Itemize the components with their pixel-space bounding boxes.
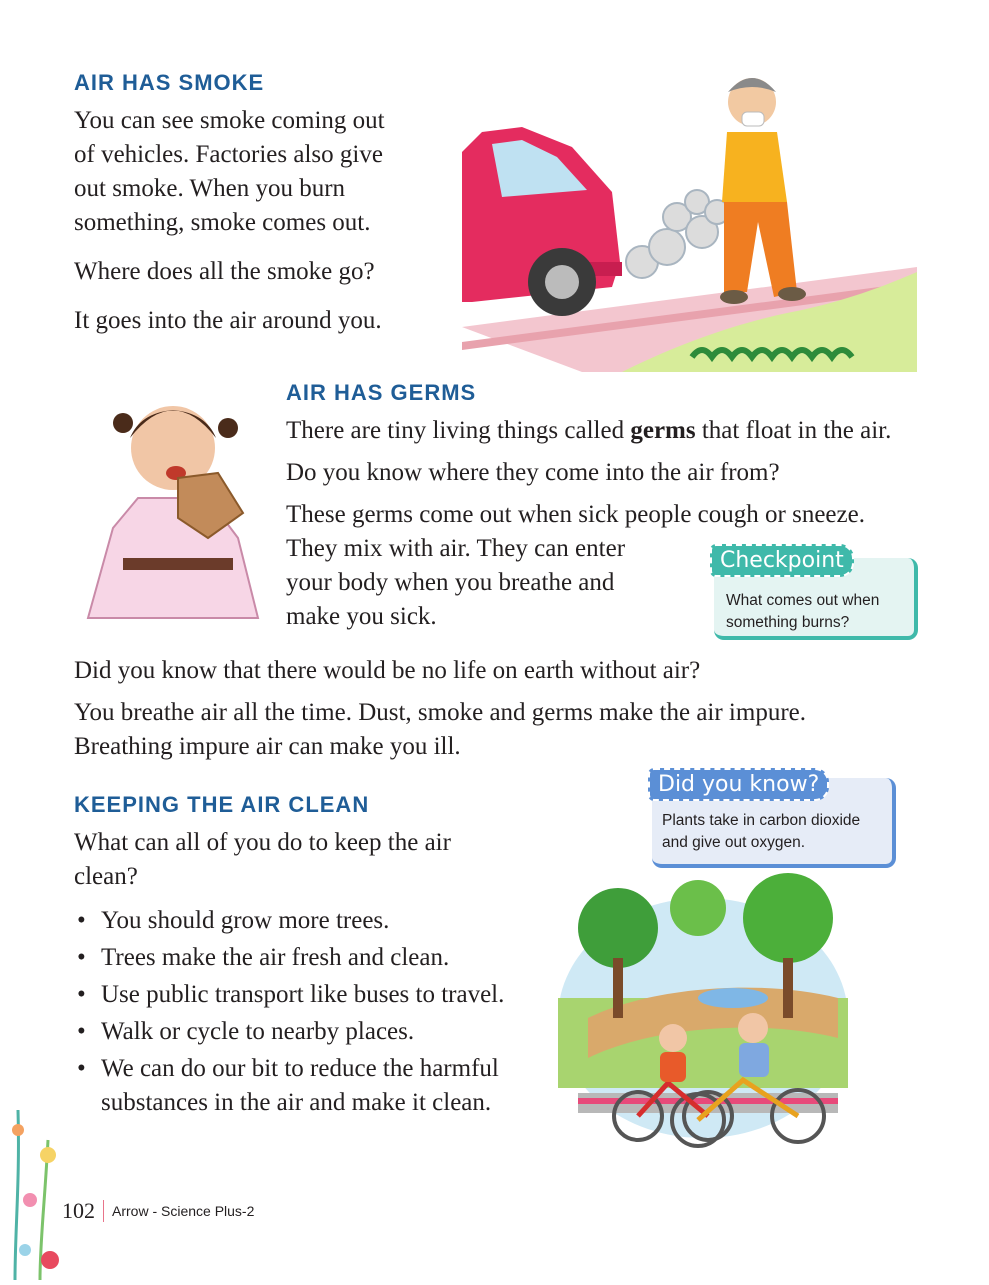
page-number: 102 — [62, 1198, 95, 1223]
list-item — [74, 904, 554, 938]
bullet-text: We can do our bit to reduce the harmful — [101, 1055, 499, 1082]
germs-line-2: Do you know where they come into the air from? — [286, 459, 780, 486]
book-title: Arrow - Science Plus-2 — [112, 1203, 255, 1219]
list-item — [74, 1052, 554, 1120]
smoke-question: Where does all the smoke go? — [74, 258, 375, 285]
smoke-line-3: out smoke. When you burn — [74, 175, 346, 202]
germs-line-3: These germs come out when sick people cough or sneeze. — [286, 501, 865, 528]
heading-keeping-air-clean: KEEPING THE AIR CLEAN — [74, 792, 370, 817]
page-footer — [62, 1198, 254, 1224]
germs-line-5: your body when you breathe and — [286, 569, 615, 596]
bullet-text: You should grow more trees. — [101, 907, 390, 934]
park-cycling-illustration — [558, 868, 848, 1148]
clean-bullet-list — [74, 904, 554, 1123]
checkpoint-box — [710, 548, 918, 640]
bullet-text: Use public transport like buses to travel. — [101, 981, 505, 1008]
general-line-3: Breathing impure air can make you ill. — [74, 733, 461, 760]
heading-air-has-germs: AIR HAS GERMS — [286, 380, 477, 405]
germs-line-1-before: There are tiny living things called — [286, 417, 631, 444]
smoke-paragraph — [74, 104, 454, 338]
bullet-dot: • — [77, 907, 86, 934]
list-item — [74, 941, 554, 975]
clean-intro-line-2: clean? — [74, 863, 138, 890]
bullet-dot: • — [77, 1055, 86, 1082]
smoke-line-4: something, smoke comes out. — [74, 209, 371, 236]
checkpoint-line-1: What comes out when — [726, 592, 880, 609]
germs-line-1-after: that float in the air. — [695, 417, 892, 444]
footer-divider — [103, 1200, 104, 1222]
car-smoke-illustration — [462, 72, 917, 372]
germs-line-4: They mix with air. They can enter — [286, 535, 626, 562]
flower-decoration — [0, 1100, 70, 1280]
bullet-dot: • — [77, 1018, 86, 1045]
general-line-2: You breathe air all the time. Dust, smoke and germs make the air impure. — [74, 699, 806, 726]
checkpoint-line-2: something burns? — [726, 614, 850, 631]
did-you-know-label: Did you know? — [648, 768, 829, 801]
smoke-line-2: of vehicles. Factories also give — [74, 141, 383, 168]
general-paragraph — [74, 654, 934, 764]
smoke-answer: It goes into the air around you. — [74, 307, 382, 334]
checkpoint-label: Checkpoint — [710, 544, 854, 577]
bullet-dot: • — [77, 944, 86, 971]
bullet-text-continuation: substances in the air and make it clean. — [101, 1089, 492, 1116]
girl-sneezing-illustration — [68, 378, 268, 628]
heading-air-has-smoke: AIR HAS SMOKE — [74, 70, 265, 95]
general-line-1: Did you know that there would be no life on earth without air? — [74, 657, 701, 684]
bullet-text: Trees make the air fresh and clean. — [101, 944, 450, 971]
germs-keyword: germs — [630, 417, 696, 444]
did-you-know-line-2: and give out oxygen. — [662, 834, 806, 851]
did-you-know-box — [648, 770, 896, 868]
germs-line-6: make you sick. — [286, 603, 437, 630]
clean-intro — [74, 826, 554, 894]
smoke-line-1: You can see smoke coming out — [74, 107, 385, 134]
germs-line-1 — [286, 414, 926, 448]
did-you-know-line-1: Plants take in carbon dioxide — [662, 812, 861, 829]
bullet-text: Walk or cycle to nearby places. — [101, 1018, 415, 1045]
bullet-dot: • — [77, 981, 86, 1008]
list-item — [74, 978, 554, 1012]
list-item — [74, 1015, 554, 1049]
clean-intro-line-1: What can all of you do to keep the air — [74, 829, 451, 856]
